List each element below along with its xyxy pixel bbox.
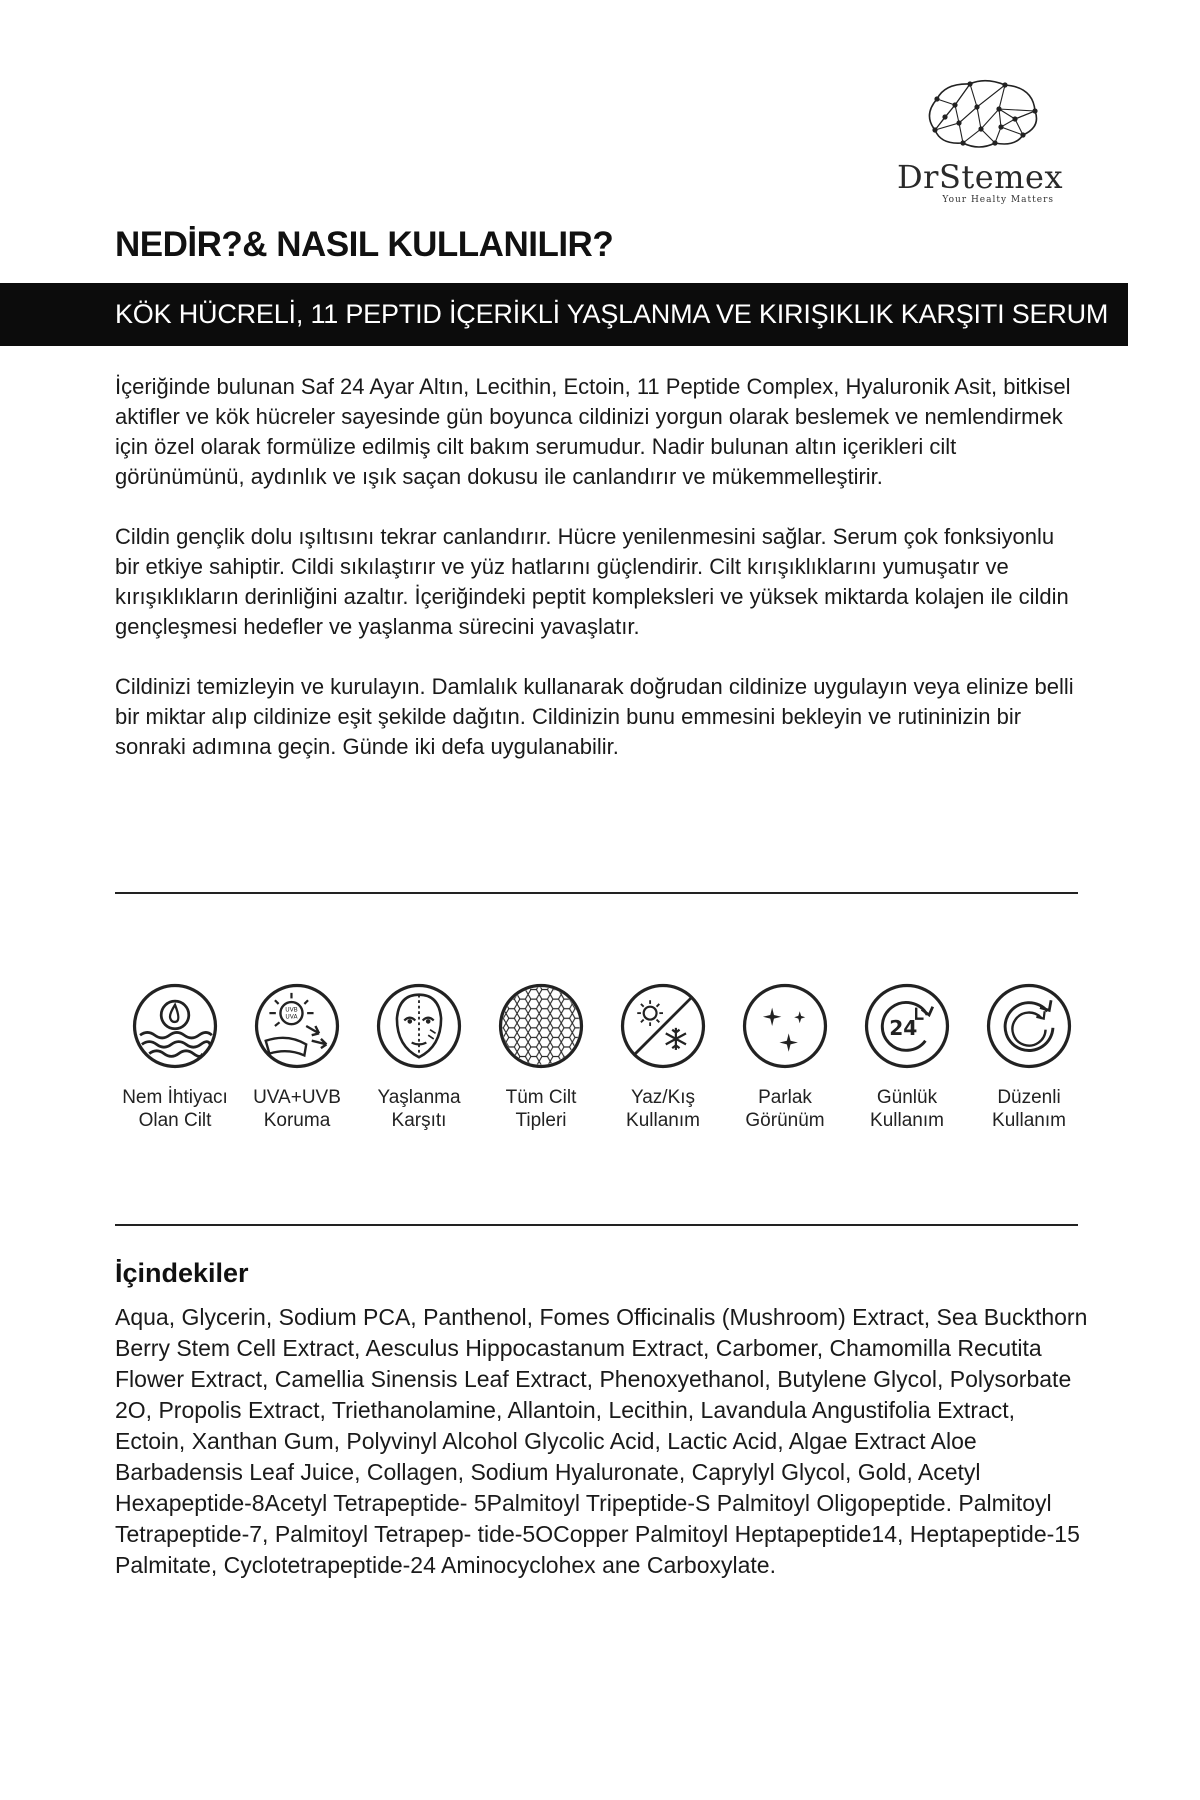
water-drop-waves-icon — [129, 980, 221, 1072]
ingredients-list: Aqua, Glycerin, Sodium PCA, Panthenol, Fomes Officinalis (Mushroom) Extract, Sea Buckthorn Berry Stem Cell Extract, Aesculus Hippocastanum Extract, Carbomer, Chamomilla Recutita Flower Extract, Camellia Sinensis Leaf Extract, Phenoxyethanol, Butylene Glycol, Polysorbate 2O, Propolis Extract, Triethanolamine, Allantoin, Lecithin, Lavandula Angustifolia Extract, Ectoin, Xanthan Gum, Polyvinyl Alcohol Glycolic Acid, Lactic Acid, Algae Extract Aloe Barbadensis Leaf Juice, Collagen, Sodium Hyaluronate, Caprylyl Glycol, Gold, Acetyl Hexapeptide-8Acetyl Tetrapeptide- 5Palmitoyl Tripeptide-S Palmitoyl Oligopeptide. Palmitoyl Tetrapeptide-7, Palmitoyl Tetrapep- tide-5OCopper Palmitoyl Heptapeptide14, Heptapeptide-15 Palmitate, Cyclotetrapeptide-24 Aminocyclohex ane Carboxylate. — [115, 1304, 1088, 1578]
feature-regular-use — [969, 980, 1089, 1132]
divider — [115, 1224, 1078, 1226]
clock-24-icon — [861, 980, 953, 1072]
feature-label: Tüm Cilt Tipleri — [505, 1087, 577, 1131]
feature-uv-protection — [237, 980, 357, 1132]
sparkles-icon — [739, 980, 831, 1072]
face-icon — [373, 980, 465, 1072]
feature-label: Düzenli Kullanım — [992, 1087, 1066, 1131]
svg-text:24: 24 — [889, 1016, 918, 1041]
feature-label: Nem İhtiyacı Olan Cilt — [122, 1087, 228, 1131]
feature-label: UVA+UVB Koruma — [253, 1087, 341, 1131]
feature-daily-use — [847, 980, 967, 1132]
sun-snowflake-icon — [617, 980, 709, 1072]
brand-logo — [890, 75, 1070, 205]
cycle-arrows-icon — [983, 980, 1075, 1072]
description-paragraph: Cildin gençlik dolu ışıltısını tekrar canlandırır. Hücre yenilenmesini sağlar. Serum çok fonksiyonlu bir etkiye sahiptir. Cildi sıkılaştırır ve yüz hatlarını güçlendirir. Cilt kırışıklıklarını yumuşatır ve kırışıklıkların derinliğini azaltır. İçeriğindeki peptit kompleksleri ve yüksek miktarda kolajen ile cildin gençleşmesi hedefler ve yaşlanma sürecini yavaşlatır. — [115, 524, 1069, 639]
feature-label: Parlak Görünüm — [745, 1087, 825, 1131]
feature-summer-winter — [603, 980, 723, 1132]
brand-tagline: Your Healty Matters — [942, 195, 1054, 205]
feature-radiance — [725, 980, 845, 1132]
feature-label: Yaşlanma Karşıtı — [377, 1087, 461, 1131]
svg-text:UVA: UVA — [285, 1013, 298, 1021]
feature-moisture — [115, 980, 235, 1132]
description — [115, 372, 1075, 792]
divider — [115, 892, 1078, 894]
description-paragraph: Cildinizi temizleyin ve kurulayın. Damlalık kullanarak doğrudan cildinize uygulayın veya elinize belli bir miktar alıp cildinize eşit şekilde dağıtın. Cildinizin bunu emmesini bekleyin ve rutininizin bir sonraki adımına geçin. Günde iki defa uygulanabilir. — [115, 674, 1074, 759]
description-paragraph: İçeriğinde bulunan Saf 24 Ayar Altın, Lecithin, Ectoin, 11 Peptide Complex, Hyaluronik Asit, bitkisel aktifler ve kök hücreler sayesinde gün boyunca cildinizi yorgun olarak beslemek ve nemlendirmek için özel olarak formülize edilmiş cilt bakım serumudur. Nadir bulunan altın içerikleri cilt görünümünü, aydınlık ve ışık saçan dokusu ile canlandırır ve mükemmelleştirir. — [115, 374, 1071, 489]
ingredients-title: İçindekiler — [115, 1258, 249, 1288]
brain-network-icon — [915, 75, 1045, 155]
brand-name: DrStemex — [897, 158, 1063, 196]
feature-icons — [115, 980, 1085, 1160]
feature-all-skin-types — [481, 980, 601, 1132]
svg-text:UVB: UVB — [285, 1006, 298, 1014]
product-banner: KÖK HÜCRELİ, 11 PEPTID İÇERİKLİ YAŞLANMA VE KIRIŞIKLIK KARŞITI SERUM — [0, 283, 1128, 346]
sun-shield-icon — [251, 980, 343, 1072]
feature-anti-aging — [359, 980, 479, 1132]
honeycomb-icon — [495, 980, 587, 1072]
page-title: NEDİR?& NASIL KULLANILIR? — [115, 225, 614, 264]
feature-label: Günlük Kullanım — [870, 1087, 944, 1131]
feature-label: Yaz/Kış Kullanım — [626, 1087, 700, 1131]
